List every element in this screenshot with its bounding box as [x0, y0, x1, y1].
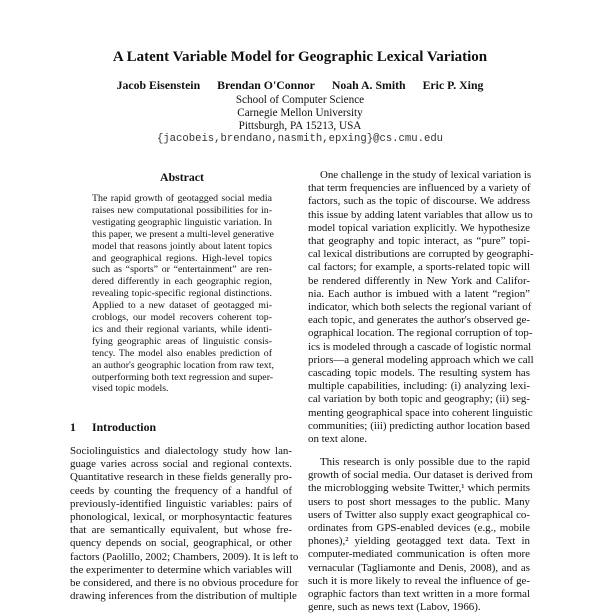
author-list — [0, 78, 600, 93]
text-line: ographic factors than text written in a more formal — [308, 588, 530, 600]
text-line: the microblogging website Twitter,¹ which permits — [308, 482, 530, 495]
text-line: genre, such as news text (Labov, 1966). — [308, 601, 481, 613]
author-emails: {jacobeis,brendano,nasmith,epxing}@cs.cmu.edu — [156, 133, 444, 145]
text-line: and geographical regions. High-level topics — [92, 252, 272, 264]
text-line: One challenge in the study of lexical variation is — [320, 169, 532, 181]
text-line: communities; (iii) predicting author location based — [308, 419, 530, 432]
text-line: This research is only possible due to the rapid — [320, 456, 530, 468]
text-line: be rendered differently in New York and Califor- — [308, 274, 530, 287]
text-line: this paper, we present a multi-level generative — [92, 228, 274, 240]
text-line: that term frequencies are influenced by a variety of — [308, 182, 531, 195]
text-line: The rapid growth of geotagged social media — [92, 193, 272, 204]
text-line: model that reasons jointly about latent topics — [92, 240, 272, 252]
text-line: dered differently in each geographic region, — [92, 276, 272, 288]
text-line: vestigating geographic linguistic variation. In — [92, 216, 272, 228]
text-line: this issue by adding latent variables that allow us to — [308, 208, 533, 221]
text-line: growth of social media. Our dataset is derived from — [308, 469, 533, 482]
text-line: ographical location. The regional corruption of top- — [308, 327, 533, 340]
abstract-heading: Abstract — [160, 170, 204, 184]
text-line: nia. Each author is imbued with a latent “region” — [308, 287, 530, 300]
text-line: that are semantically equivalent, but whose fre- — [70, 524, 292, 537]
text-line: indicator, which both selects the regional variant of — [308, 301, 532, 313]
text-line: ics is modeled through a cascade of logistic normal — [308, 340, 532, 353]
affiliation-address: Pittsburgh, PA 15213, USA — [238, 120, 362, 132]
text-line: cal variation by both topic and geography; (ii) seg- — [308, 393, 530, 406]
text-line: croblogs, our model recovers coherent top- — [92, 312, 272, 323]
text-line: be considered, and there is no obvious procedure for — [70, 577, 299, 589]
author-name: Noah A. Smith — [331, 78, 406, 92]
text-line: previously-identified linguistic variables: pairs of — [70, 497, 292, 510]
text-line: cascading topic models. The resulting system has — [308, 367, 530, 379]
text-line: ordinates from GPS-enabled devices (e.g., mobile — [308, 522, 530, 534]
text-line: users to post short messages to the public. Many — [308, 495, 530, 508]
text-line: drawing inferences from the distribution of multiple — [70, 590, 297, 603]
affiliation-university: Carnegie Mellon University — [237, 107, 363, 119]
text-line: factors (Paolillo, 2002; Chambers, 2009). It is left to — [70, 550, 299, 563]
text-line: the experimenter to determine which variables will — [70, 563, 292, 576]
section-heading-introduction — [70, 420, 156, 435]
section-number: 1 — [70, 420, 76, 434]
text-line: outperforming both text regression and super- — [92, 371, 274, 383]
affiliation-department: School of Computer Science — [235, 94, 365, 106]
text-line: revealing topic-specific regional distinctions. — [92, 288, 272, 300]
paper-title: A Latent Variable Model for Geographic Lexical Variation — [112, 49, 488, 65]
author-name: Eric P. Xing — [422, 78, 484, 92]
text-line: phones),² yielding geotagged text data. Text in — [308, 535, 530, 548]
text-line: an author's geographic location from raw text, — [92, 359, 274, 371]
text-line: cal factors; for example, a sports-related topic will — [308, 261, 530, 274]
text-line: computer-mediated communication is often more — [308, 548, 530, 561]
text-line: model topical variation explicitly. We hypothesize — [308, 221, 530, 234]
text-line: multiple capabilities, including: (i) analyzing lexi- — [308, 380, 530, 393]
text-line: on text alone. — [308, 433, 367, 445]
author-name: Brendan O'Connor — [217, 78, 315, 92]
text-line: Quantitative research in these fields generally pro- — [70, 471, 292, 484]
author-name: Jacob Eisenstein — [116, 78, 201, 92]
text-line: fying geographic areas of linguistic consis- — [92, 335, 272, 347]
section-title: Introduction — [92, 420, 157, 434]
text-line: quency depends on social, geographical, or other — [70, 537, 292, 550]
text-line: phonological, lexical, or morphosyntactic features — [70, 511, 292, 523]
text-line: Sociolinguistics and dialectology study how lan- — [70, 445, 292, 457]
text-line: users of Twitter also supply exact geographical co- — [308, 508, 530, 521]
text-line: guage varies across social and regional contexts. — [70, 458, 292, 471]
text-line: ics and their regional variants, while identi- — [92, 323, 272, 335]
text-line: vised topic models. — [92, 383, 169, 395]
text-line: ceeds by counting the frequency of a handful of — [70, 484, 292, 497]
text-line: that geography and topic interact, as “pure” topi- — [308, 235, 530, 247]
text-line: each topic, and generates the author's observed ge- — [308, 314, 530, 327]
text-line: factors, such as the topic of discourse. We address — [308, 195, 530, 208]
text-line: such it is more likely to reveal the influence of ge- — [308, 574, 530, 587]
text-line: cal lexical distributions are corrupted by geographi- — [308, 248, 534, 261]
text-line: tency. The model also enables prediction of — [92, 347, 272, 359]
text-line: vernacular (Tagliamonte and Denis, 2008), and as — [308, 561, 530, 574]
text-line: priors—a general modeling approach which we call — [308, 353, 534, 366]
text-line: Applied to a new dataset of geotagged mi- — [92, 300, 272, 312]
text-line: raises new computational possibilities for in- — [92, 204, 272, 216]
text-line: menting geographical space into coherent linguistic — [308, 406, 533, 419]
text-line: such as “sports” or “entertainment” are ren- — [92, 264, 272, 276]
